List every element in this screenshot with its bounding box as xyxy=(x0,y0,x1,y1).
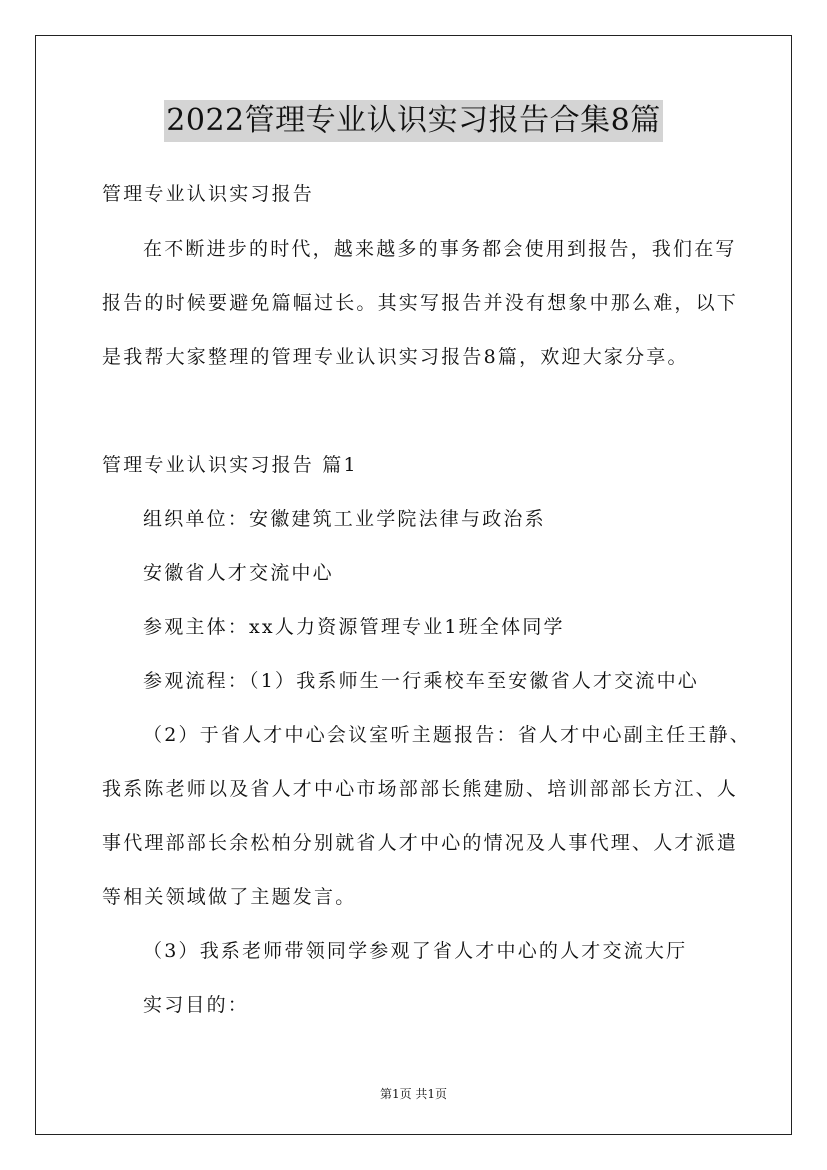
paragraph-line: 组织单位：安徽建筑工业学院法律与政治系 xyxy=(143,508,546,530)
paragraph-line: 实习目的： xyxy=(143,994,250,1016)
paragraph-line: 等相关领域做了主题发言。 xyxy=(102,886,357,908)
paragraph-line: 安徽省人才交流中心 xyxy=(143,562,334,584)
paragraph-line: （2）于省人才中心会议室听主题报告：省人才中心副主任王静、 xyxy=(143,724,751,746)
page-footer: 第1页 共1页 xyxy=(379,1087,448,1101)
paragraph-line: 参观主体：xx人力资源管理专业1班全体同学 xyxy=(143,616,565,638)
paragraph-line: 参观流程：（1）我系师生一行乘校车至安徽省人才交流中心 xyxy=(143,670,699,692)
paragraph-line: 我系陈老师以及省人才中心市场部部长熊建励、培训部部长方江、人 xyxy=(102,778,739,800)
paragraph-line: （3）我系老师带领同学参观了省人才中心的人才交流大厅 xyxy=(143,940,688,962)
paragraph-line: 是我帮大家整理的管理专业认识实习报告8篇，欢迎大家分享。 xyxy=(102,346,689,368)
paragraph-line: 报告的时候要避免篇幅过长。其实写报告并没有想象中那么难，以下 xyxy=(102,292,739,314)
section-heading: 管理专业认识实习报告 xyxy=(102,183,315,205)
title-container xyxy=(0,100,827,142)
paragraph-line: 在不断进步的时代，越来越多的事务都会使用到报告，我们在写 xyxy=(143,238,737,260)
paragraph-line: 事代理部部长余松柏分别就省人才中心的情况及人事代理、人才派遣 xyxy=(102,832,739,854)
document-title: 2022管理专业认识实习报告合集8篇 xyxy=(164,100,662,142)
section-heading: 管理专业认识实习报告 篇1 xyxy=(102,454,358,476)
